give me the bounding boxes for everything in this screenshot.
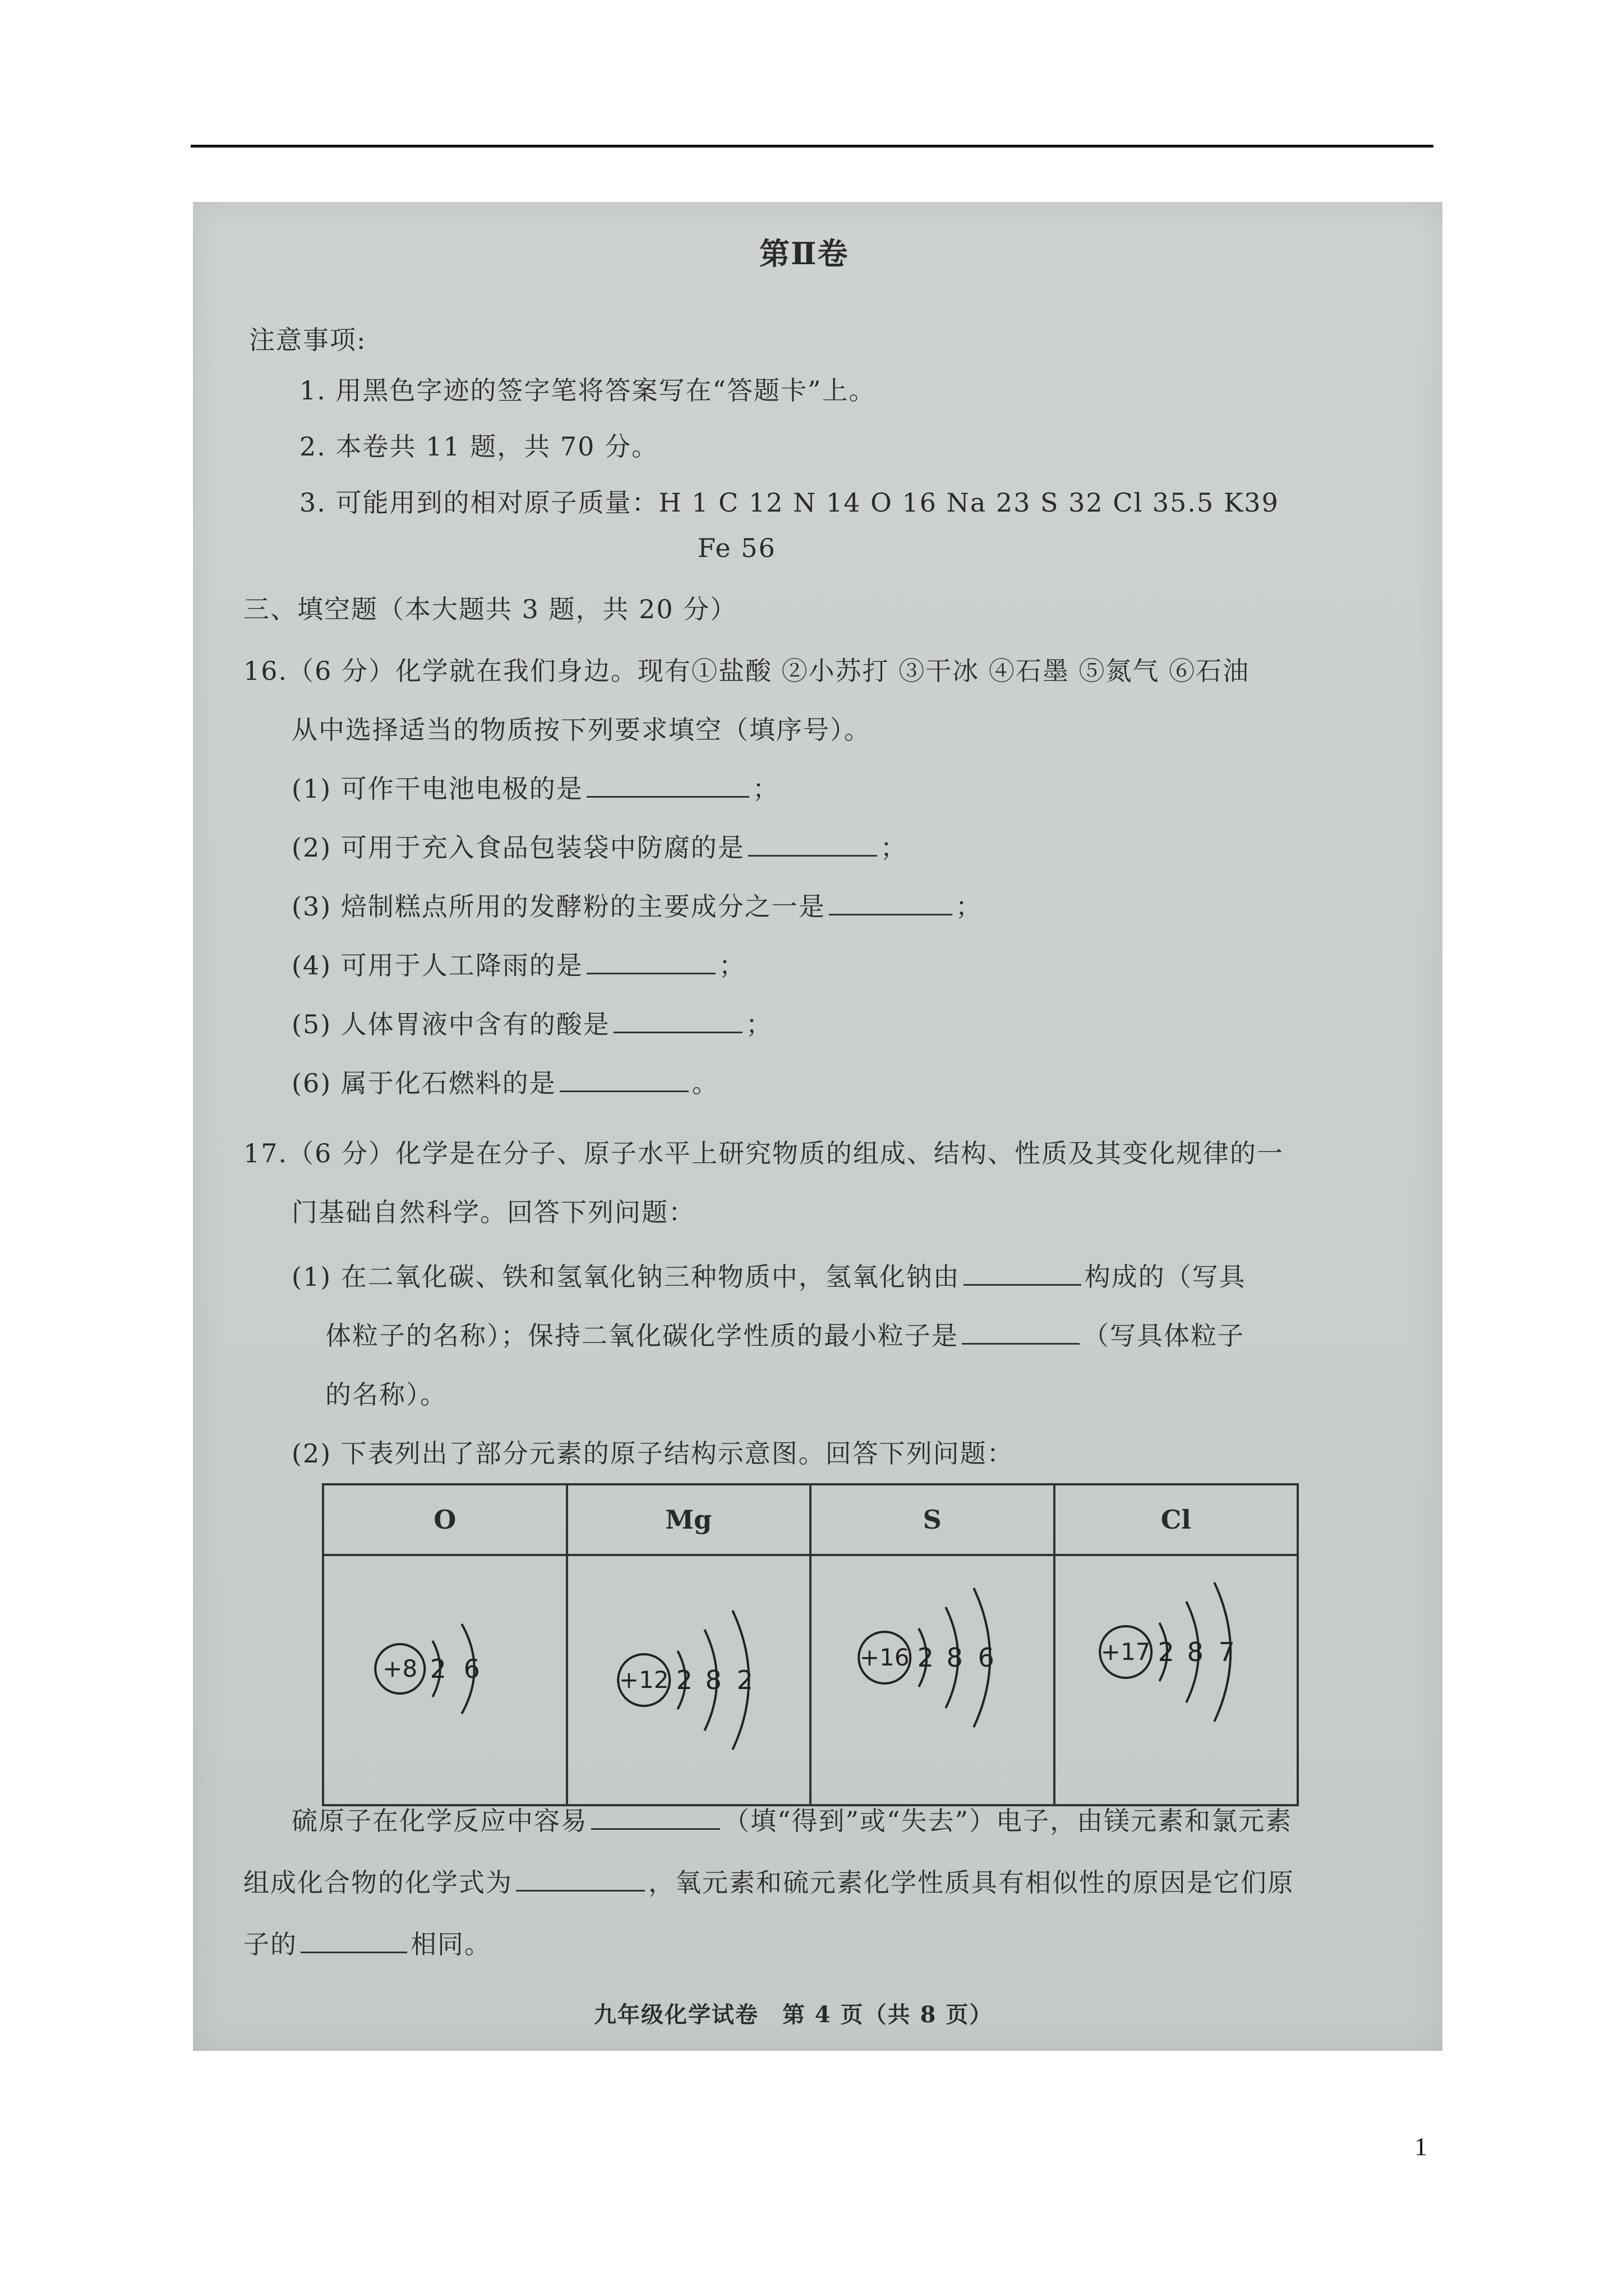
element-symbol-Mg: Mg bbox=[567, 1484, 811, 1555]
atom-diagram-cell bbox=[323, 1555, 567, 1805]
nucleus-charge: +8 bbox=[382, 1655, 418, 1682]
q17-part2-intro: (2) 下表列出了部分元素的原子结构示意图。回答下列问题： bbox=[292, 1438, 1014, 1469]
note-item-2: 2. 本卷共 11 题，共 70 分。 bbox=[299, 431, 659, 462]
shell-electron-count: 2 bbox=[917, 1642, 934, 1673]
q16-item-1: (1) 可作干电池电极的是 ； bbox=[292, 774, 780, 804]
q16-item-2: (2) 可用于充入食品包装袋中防腐的是 ； bbox=[292, 832, 907, 863]
nucleus-charge: +17 bbox=[1100, 1638, 1151, 1665]
shell-electron-count: 8 bbox=[946, 1642, 963, 1673]
answer-blank[interactable] bbox=[516, 1867, 645, 1892]
shell-electron-count: 6 bbox=[978, 1642, 994, 1673]
q17-part1-line2: 体粒子的名称）；保持二氧化碳化学性质的最小粒子是 （写具体粒子 bbox=[325, 1320, 1244, 1351]
shell-electron-count: 8 bbox=[705, 1665, 722, 1695]
top-rule bbox=[191, 145, 1433, 148]
part3-heading: 三、填空题（本大题共 3 题，共 20 分） bbox=[243, 594, 737, 624]
note-item-1: 1. 用黑色字迹的签字笔将答案写在“答题卡”上。 bbox=[299, 375, 876, 406]
page-number: 1 bbox=[1414, 2132, 1427, 2161]
shell-electron-count: 6 bbox=[463, 1654, 480, 1684]
nucleus-charge: +12 bbox=[619, 1666, 669, 1694]
shell-electron-count: 8 bbox=[1187, 1637, 1204, 1667]
shell-electron-count: 2 bbox=[1158, 1637, 1174, 1667]
element-symbol-O: O bbox=[323, 1484, 567, 1555]
answer-blank[interactable] bbox=[587, 950, 716, 974]
q17-tail-line2: 组成化合物的化学式为 ，氧元素和硫元素化学性质具有相似性的原因是它们原 bbox=[243, 1867, 1294, 1898]
atom-diagram-cell bbox=[1054, 1555, 1298, 1805]
q17-tail-line1: 硫原子在化学反应中容易 （填“得到”或“失去”）电子，由镁元素和氯元素 bbox=[292, 1806, 1293, 1836]
shell-electron-count: 2 bbox=[736, 1665, 753, 1695]
answer-blank[interactable] bbox=[962, 1320, 1080, 1345]
q16-item-6: (6) 属于化石燃料的是 。 bbox=[292, 1068, 719, 1098]
q17-tail-line3: 子的 相同。 bbox=[243, 1929, 491, 1959]
element-symbol-Cl: Cl bbox=[1054, 1484, 1298, 1555]
note-item-3: 3. 可能用到的相对原子质量：H 1 C 12 N 14 O 16 Na 23 S 32 Cl 35.5 K39 bbox=[299, 487, 1279, 518]
element-symbol-S: S bbox=[810, 1484, 1054, 1555]
shell-electron-count: 2 bbox=[430, 1654, 446, 1684]
note-item-3-cont: Fe 56 bbox=[698, 533, 776, 563]
magnesium-atom-diagram bbox=[569, 1557, 809, 1803]
sulfur-atom-diagram bbox=[812, 1557, 1053, 1803]
answer-blank[interactable] bbox=[829, 891, 952, 915]
q17-part1-line1: (1) 在二氧化碳、铁和氢氧化钠三种物质中，氢氧化钠由 构成的（写具 bbox=[292, 1262, 1246, 1292]
q17-part1-line3: 的名称）。 bbox=[325, 1379, 447, 1410]
answer-blank[interactable] bbox=[748, 832, 877, 857]
section-title: 第Ⅱ卷 bbox=[759, 236, 849, 272]
answer-blank[interactable] bbox=[301, 1929, 407, 1953]
q17-stem-2: 门基础自然科学。回答下列问题： bbox=[292, 1197, 695, 1227]
nucleus-charge: +16 bbox=[859, 1644, 910, 1671]
q17-stem-1: 17.（6 分）化学是在分子、原子水平上研究物质的组成、结构、性质及其变化规律的一 bbox=[243, 1138, 1284, 1168]
shell-electron-count: 7 bbox=[1218, 1637, 1235, 1667]
shell-electron-count: 2 bbox=[676, 1665, 693, 1695]
q16-stem-2: 从中选择适当的物质按下列要求填空（填序号）。 bbox=[292, 715, 871, 745]
page-footer: 九年级化学试卷 第 4 页（共 8 页） bbox=[594, 2001, 993, 2028]
answer-blank[interactable] bbox=[591, 1806, 720, 1830]
oxygen-atom-diagram bbox=[325, 1557, 565, 1803]
notes-heading: 注意事项: bbox=[249, 325, 367, 355]
q16-item-4: (4) 可用于人工降雨的是 ； bbox=[292, 950, 746, 981]
atom-structure-table bbox=[322, 1483, 1299, 1806]
q16-item-5: (5) 人体胃液中含有的酸是 ； bbox=[292, 1009, 773, 1039]
answer-blank[interactable] bbox=[587, 774, 749, 798]
chlorine-atom-diagram bbox=[1056, 1557, 1297, 1803]
answer-blank[interactable] bbox=[963, 1262, 1081, 1286]
atom-diagram-cell bbox=[567, 1555, 811, 1805]
q16-item-3: (3) 焙制糕点所用的发酵粉的主要成分之一是 ； bbox=[292, 891, 983, 922]
answer-blank[interactable] bbox=[560, 1068, 689, 1092]
atom-diagram-cell bbox=[810, 1555, 1054, 1805]
answer-blank[interactable] bbox=[614, 1009, 743, 1033]
q16-stem-1: 16.（6 分）化学就在我们身边。现有①盐酸 ②小苏打 ③干冰 ④石墨 ⑤氮气 ⑥石油 bbox=[243, 656, 1250, 686]
